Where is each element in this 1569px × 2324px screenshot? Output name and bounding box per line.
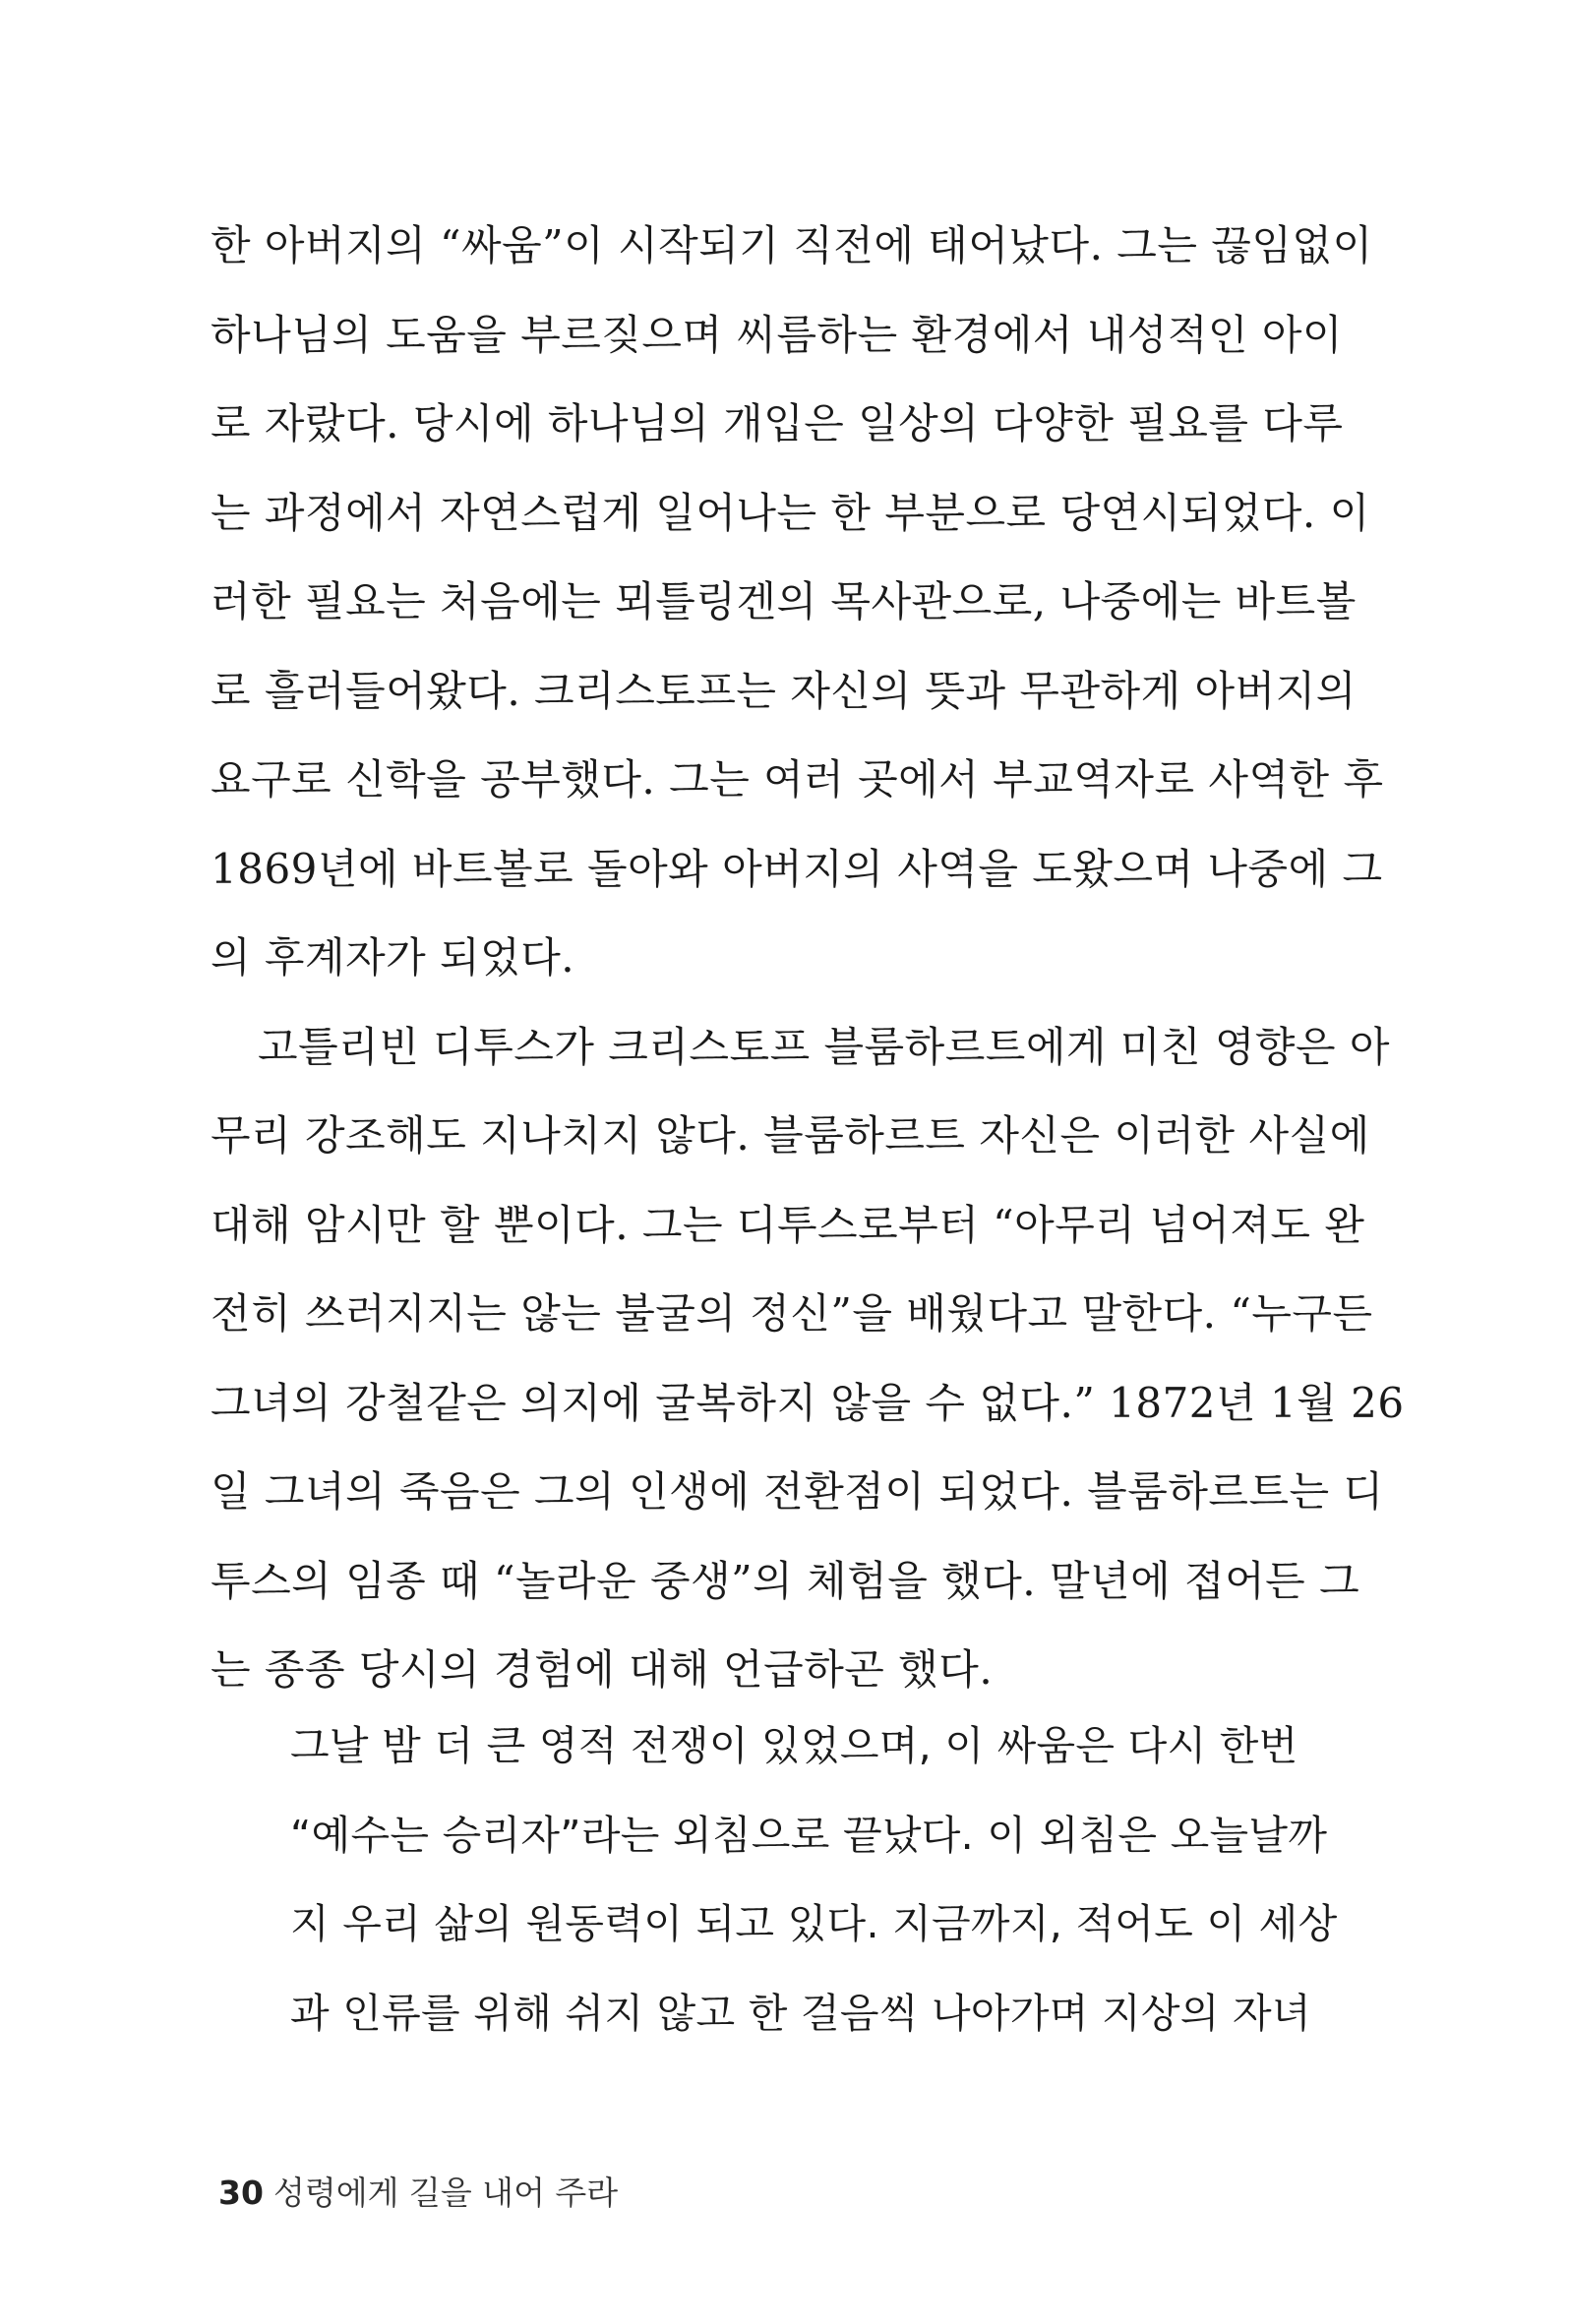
body-line: 로 자랐다. 당시에 하나님의 개입은 일상의 다양한 필요를 다루 (211, 399, 1344, 447)
body-line: 무리 강조해도 지나치지 않다. 블룸하르트 자신은 이러한 사실에 (211, 1111, 1370, 1160)
body-line: 고틀리빈 디투스가 크리스토프 블룸하르트에게 미친 영향은 아 (258, 1022, 1390, 1071)
body-line: 한 아버지의 “싸움”이 시작되기 직전에 태어났다. 그는 끊임없이 (211, 221, 1373, 269)
page-footer (218, 2164, 618, 2223)
body-text (211, 202, 1405, 1715)
body-line: 전히 쓰러지지는 않는 불굴의 정신”을 배웠다고 말한다. “누구든 (211, 1289, 1373, 1338)
body-line: 대해 암시만 할 뿐이다. 그는 디투스로부터 “아무리 넘어져도 완 (211, 1200, 1365, 1249)
body-line: 의 후계자가 되었다. (211, 933, 575, 982)
quote-line: 지 우리 삶의 원동력이 되고 있다. 지금까지, 적어도 이 세상 (290, 1900, 1338, 1947)
body-line: 요구로 신학을 공부했다. 그는 여러 곳에서 부교역자로 사역한 후 (211, 755, 1384, 804)
body-line: 그녀의 강철같은 의지에 굴복하지 않을 수 없다.” 1872년 1월 26 (211, 1378, 1405, 1427)
body-line: 러한 필요는 처음에는 뫼틀링겐의 목사관으로, 나중에는 바트볼 (211, 577, 1357, 626)
body-line: 는 종종 당시의 경험에 대해 언급하곤 했다. (211, 1645, 994, 1694)
body-line: 는 과정에서 자연스럽게 일어나는 한 부분으로 당연시되었다. 이 (211, 488, 1370, 537)
running-title: 성령에게 길을 내어 주라 (272, 2174, 619, 2212)
quote-line: 그날 밤 더 큰 영적 전쟁이 있었으며, 이 싸움은 다시 한번 (290, 1722, 1298, 1769)
body-line: 하나님의 도움을 부르짖으며 씨름하는 환경에서 내성적인 아이 (211, 310, 1343, 359)
body-line: 투스의 임종 때 “놀라운 중생”의 체험을 했다. 말년에 접어든 그 (211, 1556, 1360, 1605)
page-number: 30 (218, 2174, 264, 2212)
body-line: 일 그녀의 죽음은 그의 인생에 전환점이 되었다. 블룸하르트는 디 (211, 1467, 1384, 1516)
quote-line: “예수는 승리자”라는 외침으로 끝났다. 이 외침은 오늘날까 (290, 1811, 1328, 1859)
quote-line: 과 인류를 위해 쉬지 않고 한 걸음씩 나아가며 지상의 자녀 (290, 1989, 1311, 2037)
body-line: 로 흘러들어왔다. 크리스토프는 자신의 뜻과 무관하게 아버지의 (211, 666, 1357, 715)
body-line: 1869년에 바트볼로 돌아와 아버지의 사역을 도왔으며 나중에 그 (211, 844, 1383, 893)
block-quote (290, 1701, 1338, 2057)
